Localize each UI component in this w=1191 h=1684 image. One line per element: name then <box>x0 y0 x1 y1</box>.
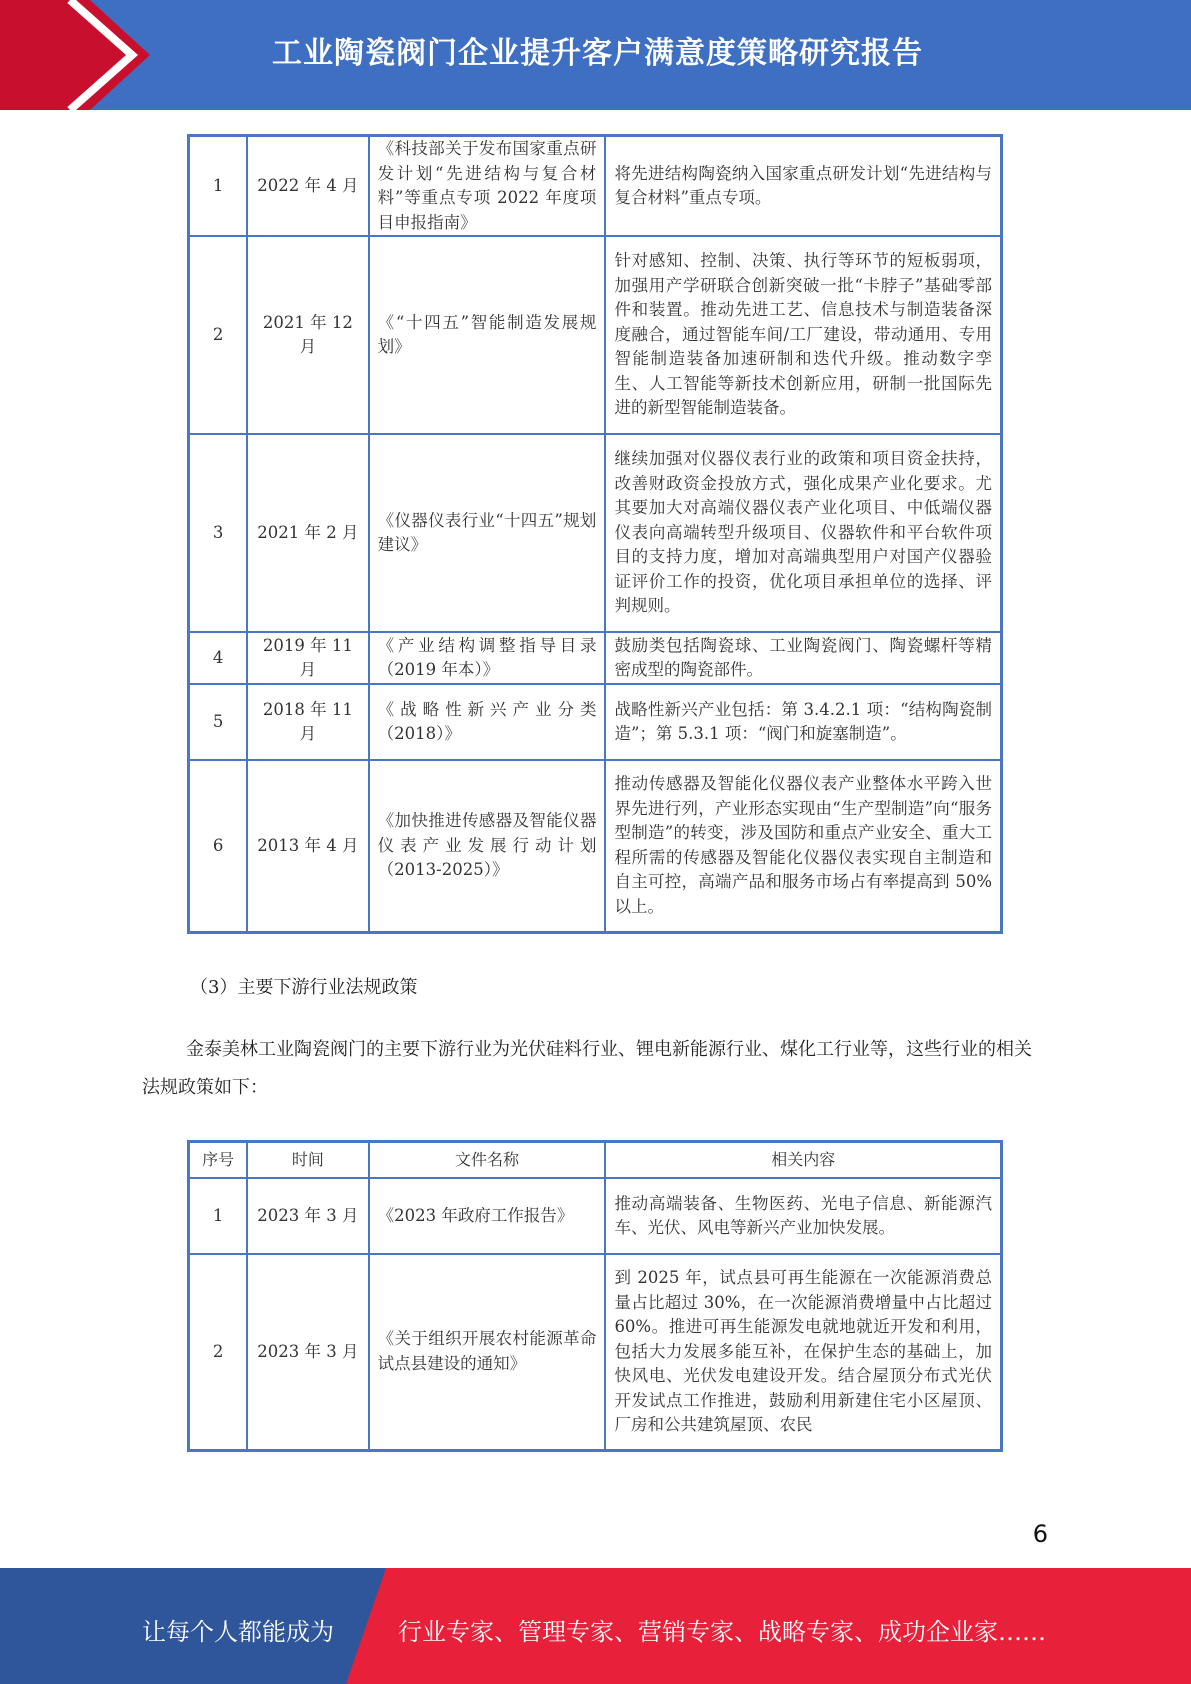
row-content: 将先进结构陶瓷纳入国家重点研发计划“先进结构与复合材料”重点专项。 <box>605 136 1001 237</box>
footer-slogan-lead: 让每个人都能成为 <box>142 1618 334 1646</box>
row-number: 5 <box>189 684 248 760</box>
table-header-row <box>189 1142 1002 1179</box>
row-document-name: 《仪器仪表行业“十四五”规划建议》 <box>369 434 606 632</box>
table-row <box>189 434 1002 632</box>
table-row <box>189 1254 1002 1450</box>
row-date: 2022 年 4 月 <box>247 136 369 237</box>
row-date: 2013 年 4 月 <box>247 760 369 932</box>
table-row <box>189 632 1002 684</box>
policy-table-downstream <box>187 1140 1003 1452</box>
row-number: 2 <box>189 236 248 434</box>
row-date: 2023 年 3 月 <box>247 1178 369 1254</box>
page-header <box>0 0 1191 110</box>
table-row <box>189 236 1002 434</box>
footer-slogan-roles: 行业专家、管理专家、营销专家、战略专家、成功企业家…… <box>398 1618 1046 1646</box>
row-number: 6 <box>189 760 248 932</box>
policy-table-upstream <box>187 134 1003 934</box>
row-content: 针对感知、控制、决策、执行等环节的短板弱项，加强用产学研联合创新突破一批“卡脖子”基础零部件和装置。推动先进工艺、信息技术与制造装备深度融合，通过智能车间/工厂建设，带动通用、专用智能制造装备加速研制和迭代升级。推动数字孪生、人工智能等新技术创新应用，研制一批国际先进的新型智能制造装备。 <box>605 236 1001 434</box>
row-date: 2023 年 3 月 <box>247 1254 369 1450</box>
row-date: 2018 年 11 月 <box>247 684 369 760</box>
row-number: 2 <box>189 1254 248 1450</box>
row-document-name: 《科技部关于发布国家重点研发计划“先进结构与复合材料”等重点专项 2022 年度项目申报指南》 <box>369 136 606 237</box>
section-heading: （3）主要下游行业法规政策 <box>190 977 418 998</box>
row-content: 到 2025 年，试点县可再生能源在一次能源消费总量占比超过 30%，在一次能源消费增量中占比超过 60%。推进可再生能源发电就地就近开发和利用，包括大力发展多能互补，在保护生态的基础上，加快风电、光伏发电建设开发。结合屋顶分布式光伏开发试点工作推进，鼓励利用新建住宅小区屋顶、厂房和公共建筑屋顶、农民 <box>605 1254 1001 1450</box>
row-document-name: 《“十四五”智能制造发展规划》 <box>369 236 606 434</box>
report-title: 工业陶瓷阀门企业提升客户满意度策略研究报告 <box>272 36 923 71</box>
page-footer <box>0 1568 1191 1684</box>
row-number: 1 <box>189 1178 248 1254</box>
row-document-name: 《2023 年政府工作报告》 <box>369 1178 606 1254</box>
table-row <box>189 684 1002 760</box>
page-number: 6 <box>1032 1520 1048 1548</box>
table-row <box>189 136 1002 237</box>
row-document-name: 《产业结构调整指导目录（2019 年本）》 <box>369 632 606 684</box>
row-date: 2021 年 12 月 <box>247 236 369 434</box>
header-content: 相关内容 <box>605 1142 1001 1179</box>
body-paragraph: 金泰美林工业陶瓷阀门的主要下游行业为光伏硅料行业、锂电新能源行业、煤化工行业等，这些行业的相关法规政策如下： <box>142 1039 1032 1098</box>
row-content: 战略性新兴产业包括：第 3.4.2.1 项：“结构陶瓷制造”；第 5.3.1 项：“阀门和旋塞制造”。 <box>605 684 1001 760</box>
row-date: 2021 年 2 月 <box>247 434 369 632</box>
row-content: 推动高端装备、生物医药、光电子信息、新能源汽车、光伏、风电等新兴产业加快发展。 <box>605 1178 1001 1254</box>
header-date: 时间 <box>247 1142 369 1179</box>
row-document-name: 《战略性新兴产业分类（2018）》 <box>369 684 606 760</box>
row-content: 鼓励类包括陶瓷球、工业陶瓷阀门、陶瓷螺杆等精密成型的陶瓷部件。 <box>605 632 1001 684</box>
row-content: 继续加强对仪器仪表行业的政策和项目资金扶持，改善财政资金投放方式，强化成果产业化要求。尤其要加大对高端仪器仪表产业化项目、中低端仪器仪表向高端转型升级项目、仪器软件和平台软件项目的支持力度，增加对高端典型用户对国产仪器验证评价工作的投资，优化项目承担单位的选择、评判规则。 <box>605 434 1001 632</box>
row-number: 4 <box>189 632 248 684</box>
row-number: 1 <box>189 136 248 237</box>
row-document-name: 《关于组织开展农村能源革命试点县建设的通知》 <box>369 1254 606 1450</box>
row-date: 2019 年 11 月 <box>247 632 369 684</box>
row-document-name: 《加快推进传感器及智能仪器仪表产业发展行动计划（2013-2025）》 <box>369 760 606 932</box>
table-row <box>189 760 1002 932</box>
table-row <box>189 1178 1002 1254</box>
row-content: 推动传感器及智能化仪器仪表产业整体水平跨入世界先进行列，产业形态实现由“生产型制造”向“服务型制造”的转变，涉及国防和重点产业安全、重大工程所需的传感器及智能化仪器仪表实现自主制造和自主可控，高端产品和服务市场占有率提高到 50% 以上。 <box>605 760 1001 932</box>
header-document-name: 文件名称 <box>369 1142 606 1179</box>
header-number: 序号 <box>189 1142 248 1179</box>
row-number: 3 <box>189 434 248 632</box>
